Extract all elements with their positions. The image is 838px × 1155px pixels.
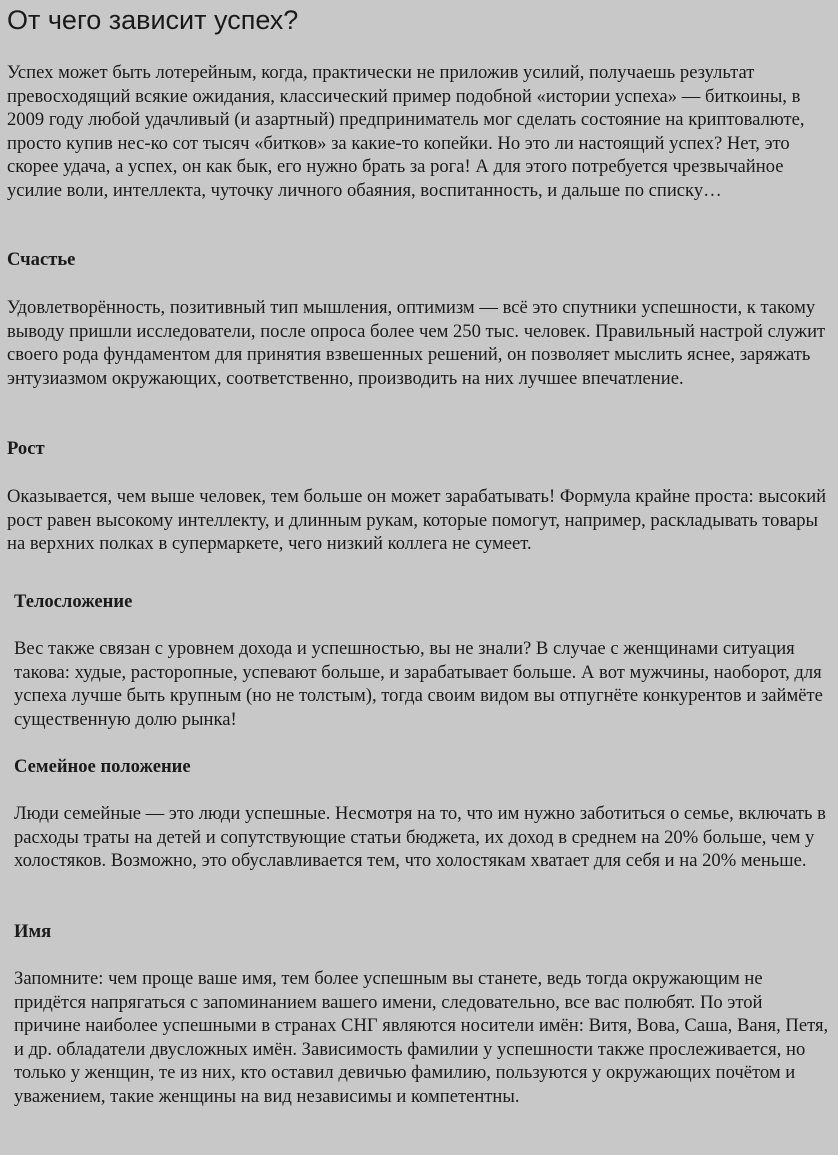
section-heading-physique: Телосложение [14, 591, 133, 612]
section-heading-happiness: Счастье [7, 249, 76, 270]
section-text-name: Запомните: чем проще ваше имя, тем более успешным вы станете, ведь тогда окружающим не придётся напрягаться с запоминанием вашего имени, следовательно, все вас полюбят. По этой причине наиболее успешными в странах СНГ являются носители имён: Витя, Вова, Саша, Ваня, Петя, и др. обладатели двусложных имён. Зависимость фамилии у успешности также прослеживается, но только у женщин, те из них, кто оставил девичью фамилию, пользуются у окружающих почётом и уважением, такие женщины на вид независимы и компетентны. [14, 968, 829, 1107]
section-text-happiness: Удовлетворённость, позитивный тип мышления, оптимизм — всё это спутники успешности, к такому выводу пришли исследователи, после опроса более чем 250 тыс. человек. Правильный настрой служит своего рода фундаментом для принятия взвешенных решений, он позволяет мыслить яснее, заряжать энтузиазмом окружающих, соответственно, производить на них лучшее впечатление. [7, 297, 826, 389]
section-heading-family-status: Семейное положение [14, 756, 191, 777]
page-title: От чего зависит успех? [7, 5, 299, 35]
section-text-height: Оказывается, чем выше человек, тем больше он может зарабатывать! Формула крайне проста: высокий рост равен высокому интеллекту, и длинным рукам, которые помогут, например, раскладывать товары на верхних полках в супермаркете, чего низкий коллега не сумеет. [7, 486, 827, 554]
section-text-family-status: Люди семейные — это люди успешные. Несмотря на то, что им нужно заботиться о семье, включать в расходы траты на детей и сопутствующие статьи бюджета, их доход в среднем на 20% больше, чем у холостяков. Возможно, это обуславливается тем, что холостякам хватает для себя и на 20% меньше. [14, 803, 826, 871]
section-heading-height: Рост [7, 438, 45, 459]
section-heading-name: Имя [14, 921, 52, 942]
intro-paragraph: Успех может быть лотерейным, когда, практически не приложив усилий, получаешь результат превосходящий всякие ожидания, классический пример подобной «истории успеха» — биткоины, в 2009 году любой удачливый (и азартный) предприниматель мог сделать состояние на криптовалюте, просто купив нес-ко сот тысяч «битков» за какие-то копейки. Но это ли настоящий успех? Нет, это скорее удача, а успех, он как бык, его нужно брать за рога! А для этого потребуется чрезвычайное усилие воли, интеллекта, чуточку личного обаяния, воспитанность, и дальше по списку… [7, 62, 805, 201]
section-text-physique: Вес также связан с уровнем дохода и успешностью, вы не знали? В случае с женщинами ситуация такова: худые, расторопные, успевают больше, и зарабатывает больше. А вот мужчины, наоборот, для успеха лучше быть крупным (но не толстым), тогда своим видом вы отпугнёте конкурентов и займёте существенную долю рынка! [14, 638, 823, 730]
